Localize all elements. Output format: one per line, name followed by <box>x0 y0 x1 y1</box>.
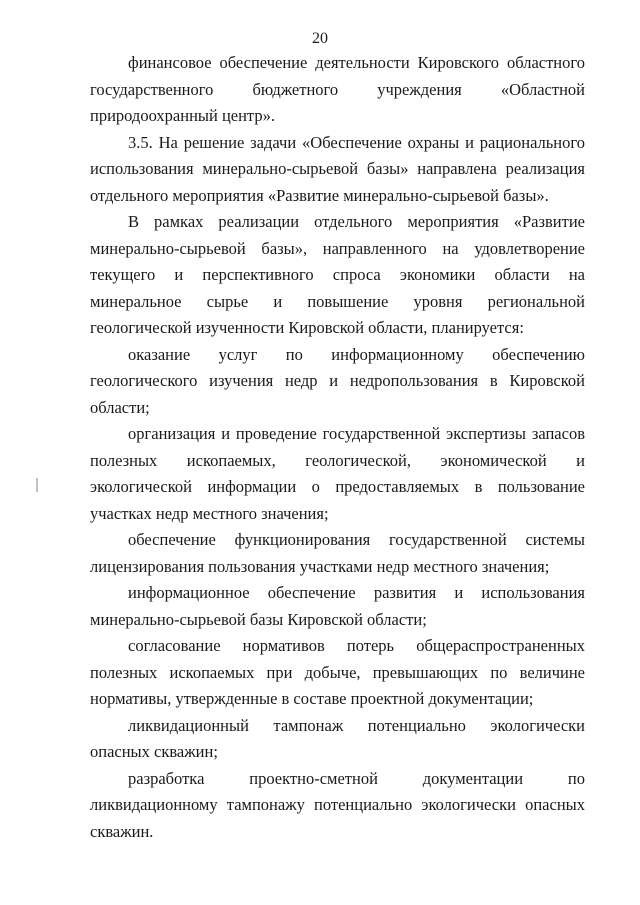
list-item-design-documentation: разработка проектно-сметной документации по ликвидационному тампонажу потенциально экологически опасных скважин. <box>90 768 585 841</box>
list-item-well-plugging: ликвидационный тампонаж потенциально экологически опасных скважин; <box>90 715 585 761</box>
document-body <box>90 50 585 845</box>
list-item-loss-norms: согласование нормативов потерь общераспространенных полезных ископаемых при добыче, превышающих по величине нормативы, утвержденные в составе проектной документации; <box>90 636 585 708</box>
page-number: 20 <box>312 30 328 47</box>
paragraph-funding-continuation: финансовое обеспечение деятельности Кировского областного государственного бюджетного учреждения «Областной природоохранный центр». <box>90 53 585 125</box>
scan-artifact <box>36 478 38 492</box>
list-item-state-expertise: организация и проведение государственной экспертизы запасов полезных ископаемых, геологической, экономической и экологической информации о предоставляемых в пользование участках недр местного значения; <box>90 424 585 523</box>
list-item-information-services: оказание услуг по информационному обеспечению геологического изучения недр и недропользования в Кировской области; <box>90 344 585 417</box>
paragraph-task-3-5: 3.5. На решение задачи «Обеспечение охраны и рационального использования минерально-сырьевой базы» направлена реализация отдельного мероприятия «Развитие минерально-сырьевой базы». <box>90 132 585 205</box>
list-item-information-support: информационное обеспечение развития и использования минерально-сырьевой базы Кировской области; <box>90 583 585 629</box>
paragraph-measure-intro: В рамках реализации отдельного мероприятия «Развитие минерально-сырьевой базы», направленного на удовлетворение текущего и перспективного спроса экономики области на минеральное сырье и повышение уровня региональной геологической изученности Кировской области, планируется: <box>90 212 585 337</box>
list-item-licensing-system: обеспечение функционирования государственной системы лицензирования пользования участками недр местного значения; <box>90 530 585 576</box>
